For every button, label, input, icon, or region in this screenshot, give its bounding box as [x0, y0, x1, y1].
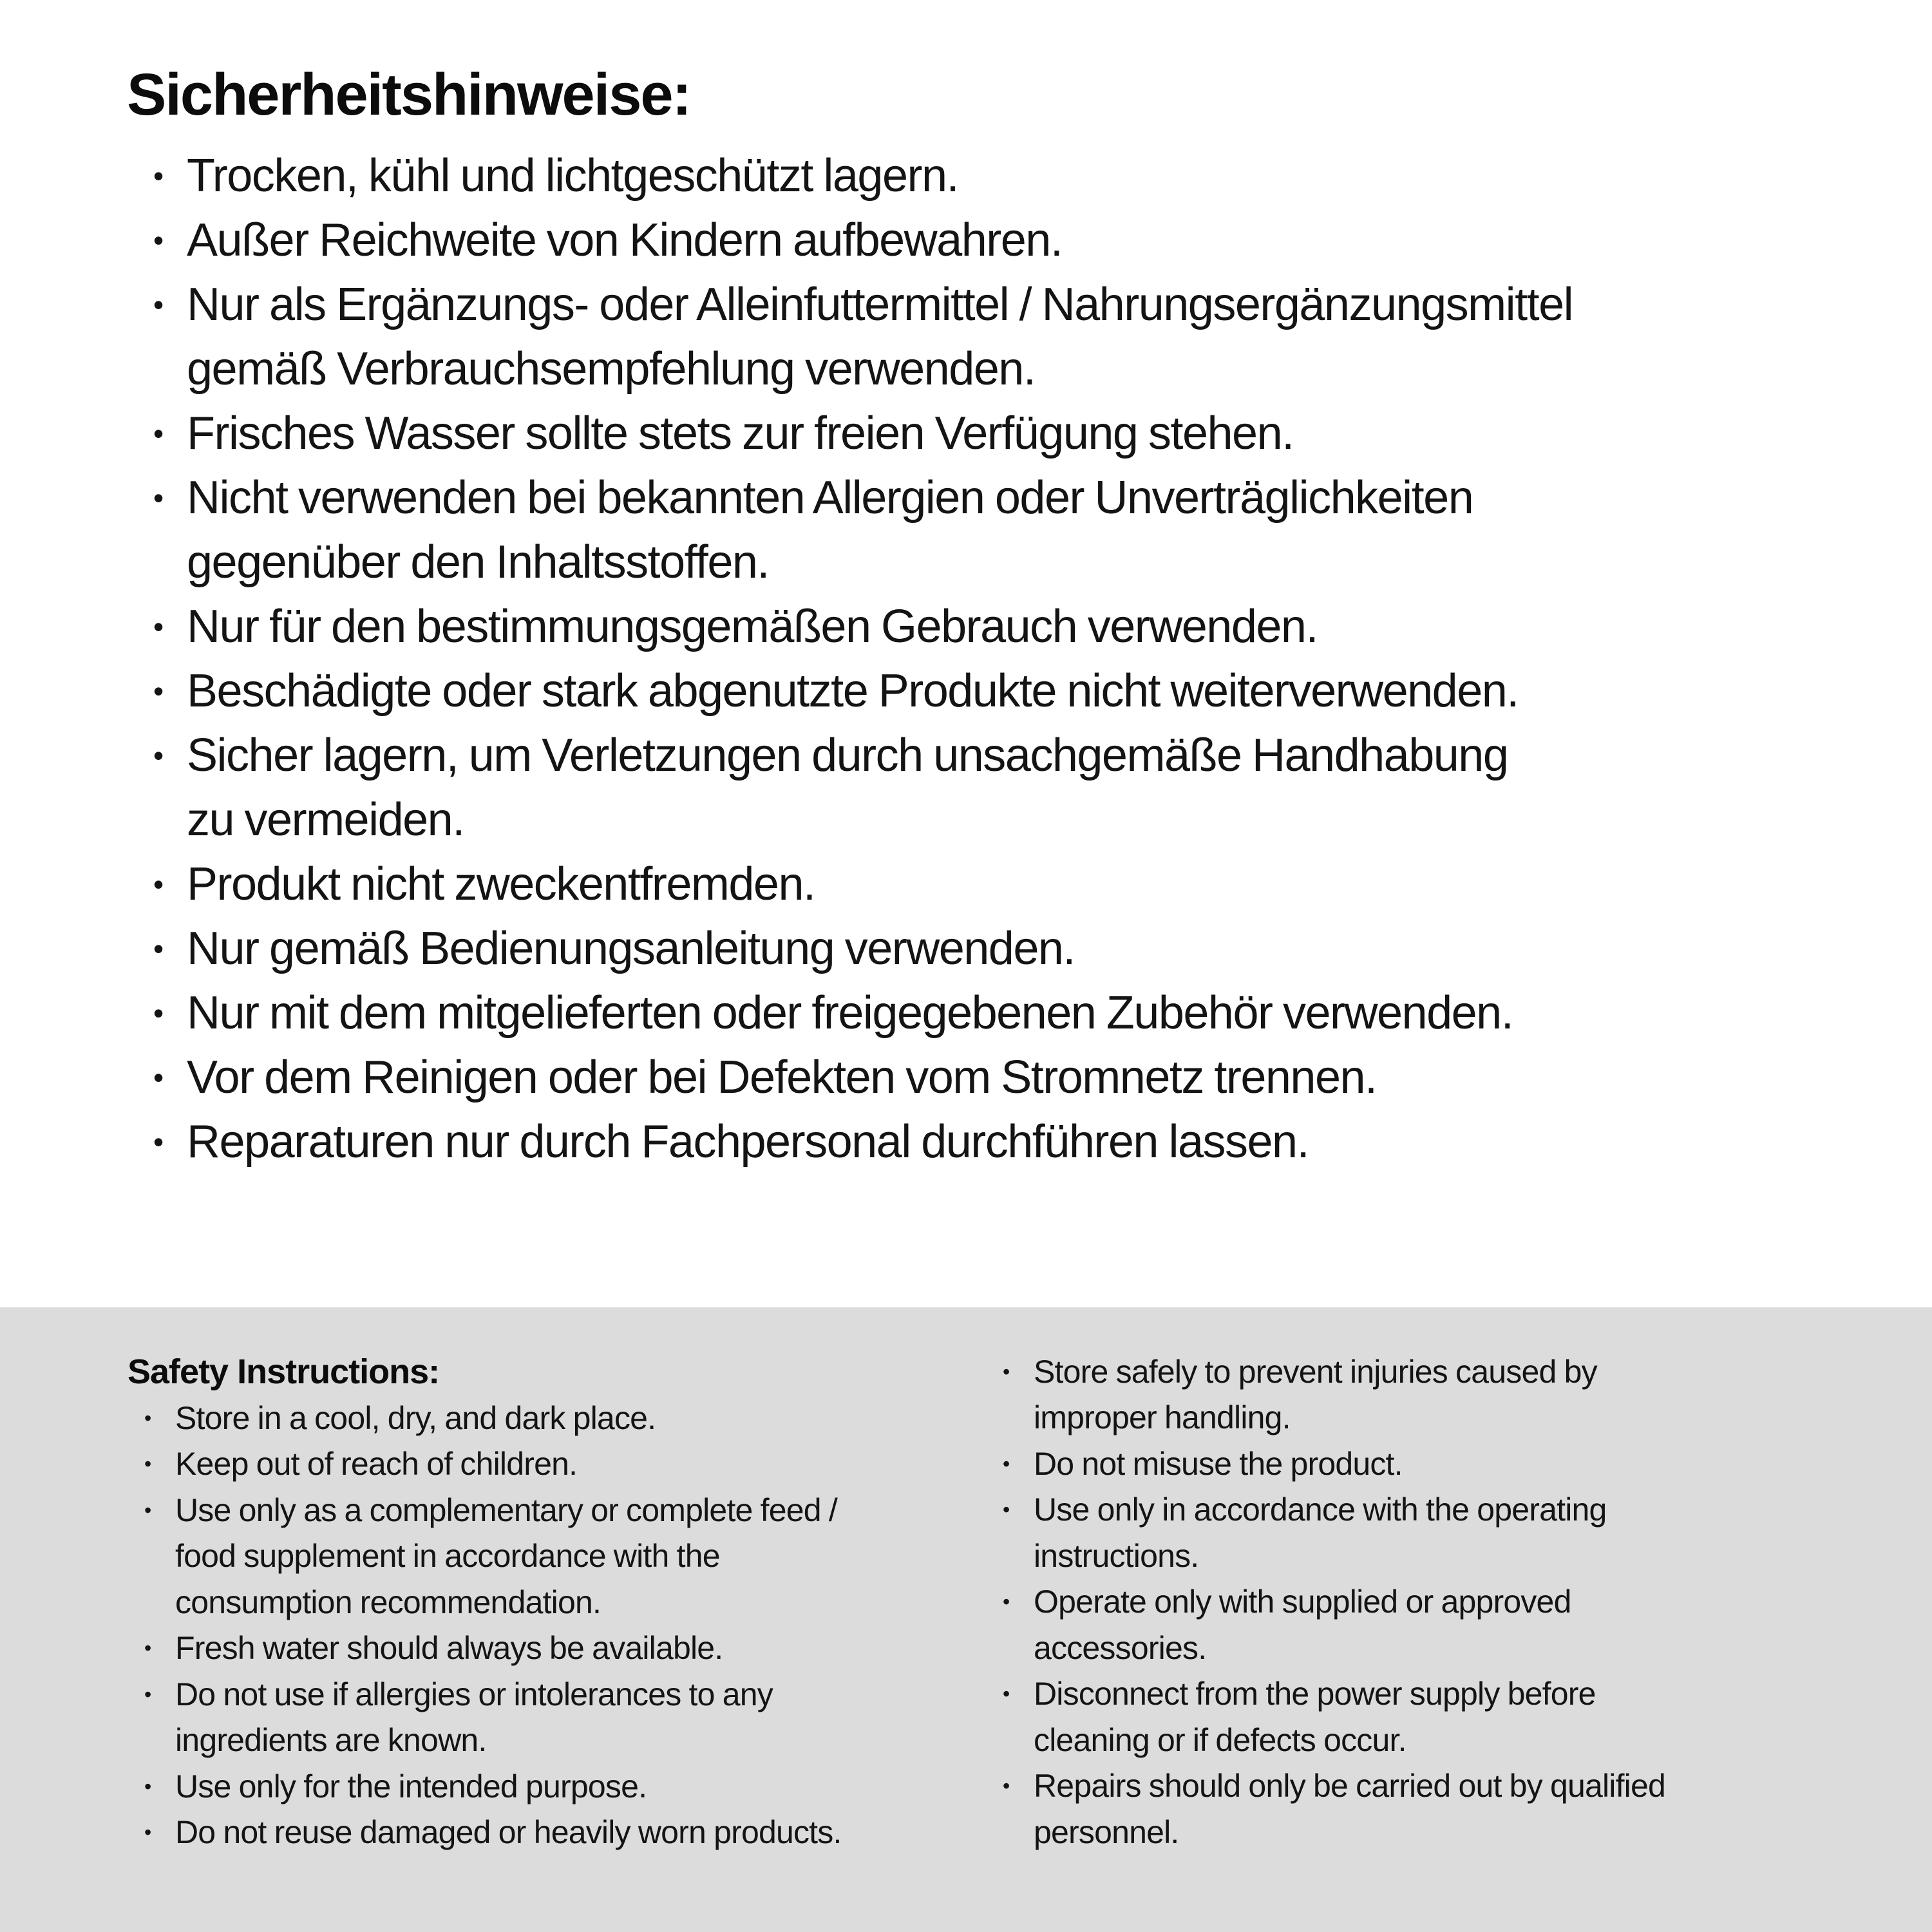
instruction-item	[998, 1441, 1899, 1487]
instruction-line	[139, 1810, 989, 1856]
bullet-icon: •	[153, 867, 163, 901]
instruction-item	[139, 1625, 989, 1672]
instruction-line	[998, 1487, 1899, 1533]
instruction-item	[149, 723, 1850, 852]
bullet-icon: •	[144, 1821, 151, 1844]
bullet-icon: •	[144, 1636, 151, 1660]
instruction-line	[149, 981, 1850, 1045]
bullet-icon: •	[153, 610, 163, 643]
instruction-line	[149, 852, 1850, 916]
bullet-icon: •	[144, 1682, 151, 1706]
instruction-item	[139, 1441, 989, 1488]
instruction-text: gegenüber den Inhaltsstoffen.	[187, 536, 769, 588]
instruction-item	[149, 272, 1850, 401]
instruction-item	[998, 1487, 1899, 1579]
instruction-text: Vor dem Reinigen oder bei Defekten vom Stromnetz trennen.	[187, 1052, 1377, 1103]
instruction-text: Nur gemäß Bedienungsanleitung verwenden.	[187, 923, 1075, 974]
instruction-line	[998, 1763, 1899, 1810]
instruction-line	[998, 1625, 1899, 1671]
instruction-item	[998, 1579, 1899, 1671]
bullet-icon: •	[144, 1406, 151, 1430]
instruction-line	[998, 1717, 1899, 1763]
instruction-text: personnel.	[1034, 1814, 1179, 1850]
instruction-item	[149, 1110, 1850, 1174]
instruction-item	[149, 144, 1850, 208]
instruction-line	[149, 1045, 1850, 1110]
instruction-text: Do not misuse the product.	[1034, 1445, 1403, 1482]
instruction-text: Nur als Ergänzungs- oder Alleinfuttermittel / Nahrungsergänzungsmittel	[187, 279, 1573, 330]
instruction-line	[139, 1718, 989, 1764]
instruction-line	[998, 1809, 1899, 1855]
instruction-text: Frisches Wasser sollte stets zur freien Verfügung stehen.	[187, 408, 1294, 459]
instruction-text: Keep out of reach of children.	[175, 1446, 578, 1482]
instruction-line	[139, 1763, 989, 1810]
instruction-line	[149, 466, 1850, 530]
bullet-icon: •	[144, 1774, 151, 1798]
instruction-line	[149, 659, 1850, 723]
instruction-line	[139, 1487, 989, 1533]
bullet-icon: •	[153, 288, 163, 321]
german-instructions-list	[149, 144, 1850, 1174]
instruction-text: Nur mit dem mitgelieferten oder freigegebenen Zubehör verwenden.	[187, 987, 1513, 1039]
instruction-text: Use only in accordance with the operating	[1034, 1492, 1607, 1528]
instruction-text: Beschädigte oder stark abgenutzte Produkte nicht weiterverwenden.	[187, 665, 1519, 717]
bullet-icon: •	[144, 1452, 151, 1476]
instruction-line	[149, 530, 1850, 594]
instruction-text: instructions.	[1034, 1537, 1199, 1574]
instruction-text: Fresh water should always be available.	[175, 1630, 723, 1667]
bullet-icon: •	[153, 1125, 163, 1159]
instruction-text: cleaning or if defects occur.	[1034, 1721, 1406, 1758]
instruction-text: improper handling.	[1034, 1399, 1291, 1436]
bullet-icon: •	[1003, 1452, 1010, 1475]
bullet-icon: •	[153, 481, 163, 515]
bullet-icon: •	[153, 932, 163, 965]
instruction-text: Disconnect from the power supply before	[1034, 1676, 1596, 1712]
instruction-text: Nicht verwenden bei bekannten Allergien oder Unverträglichkeiten	[187, 472, 1473, 524]
instruction-text: Sicher lagern, um Verletzungen durch unsachgemäße Handhabung	[187, 730, 1508, 781]
instruction-line	[998, 1349, 1899, 1395]
instruction-item	[149, 1045, 1850, 1110]
instruction-line	[998, 1671, 1899, 1718]
instruction-text: Use only as a complementary or complete feed /	[175, 1492, 837, 1528]
instruction-item	[149, 659, 1850, 723]
instruction-item	[149, 208, 1850, 272]
english-section	[0, 1307, 1932, 1932]
instruction-line	[139, 1671, 989, 1718]
bullet-icon: •	[153, 739, 163, 772]
instruction-item	[149, 466, 1850, 594]
instruction-text: Store safely to prevent injuries caused by	[1034, 1353, 1597, 1390]
instruction-item	[139, 1671, 989, 1763]
instruction-text: Do not use if allergies or intolerances to any	[175, 1676, 773, 1712]
instruction-text: Repairs should only be carried out by qualified	[1034, 1768, 1666, 1804]
instruction-item	[149, 981, 1850, 1045]
bullet-icon: •	[1003, 1498, 1010, 1522]
instruction-text: consumption recommendation.	[175, 1584, 601, 1620]
bullet-icon: •	[153, 996, 163, 1030]
instruction-line	[149, 401, 1850, 466]
instruction-item	[998, 1349, 1899, 1441]
bullet-icon: •	[1003, 1682, 1010, 1706]
german-heading: Sicherheitshinweise:	[127, 62, 691, 128]
bullet-icon: •	[153, 674, 163, 708]
bullet-icon: •	[1003, 1774, 1010, 1798]
instruction-line	[149, 272, 1850, 337]
instruction-item	[139, 1763, 989, 1810]
instruction-line	[149, 144, 1850, 208]
instruction-text: Außer Reichweite von Kindern aufbewahren.	[187, 214, 1063, 266]
instruction-text: Use only for the intended purpose.	[175, 1768, 647, 1804]
instruction-text: food supplement in accordance with the	[175, 1538, 720, 1575]
english-heading: Safety Instructions:	[128, 1352, 440, 1391]
instruction-item	[139, 1395, 989, 1441]
bullet-icon: •	[1003, 1359, 1010, 1383]
instruction-text: Trocken, kühl und lichtgeschützt lagern.	[187, 150, 959, 202]
instruction-text: Reparaturen nur durch Fachpersonal durchführen lassen.	[187, 1116, 1309, 1168]
instruction-line	[149, 723, 1850, 788]
instruction-item	[149, 916, 1850, 981]
instruction-item	[139, 1810, 989, 1856]
instruction-line	[139, 1395, 989, 1441]
instruction-line	[139, 1441, 989, 1488]
instruction-line	[149, 788, 1850, 852]
bullet-icon: •	[1003, 1590, 1010, 1614]
instruction-text: zu vermeiden.	[187, 794, 464, 846]
bullet-icon: •	[153, 223, 163, 257]
instruction-item	[149, 594, 1850, 659]
instruction-line	[139, 1579, 989, 1625]
instruction-line	[139, 1533, 989, 1580]
instruction-line	[998, 1395, 1899, 1441]
instruction-item	[998, 1671, 1899, 1763]
instruction-item	[149, 852, 1850, 916]
english-instructions-list-left	[139, 1395, 989, 1855]
instruction-line	[149, 208, 1850, 272]
instruction-text: ingredients are known.	[175, 1722, 487, 1759]
instruction-item	[139, 1487, 989, 1625]
bullet-icon: •	[153, 417, 163, 450]
instruction-line	[149, 337, 1850, 401]
instruction-line	[998, 1533, 1899, 1579]
instruction-line	[998, 1441, 1899, 1487]
bullet-icon: •	[153, 159, 163, 193]
instruction-item	[149, 401, 1850, 466]
english-instructions-list-right	[998, 1349, 1899, 1855]
instruction-text: accessories.	[1034, 1629, 1207, 1666]
instruction-text: Store in a cool, dry, and dark place.	[175, 1399, 656, 1436]
instruction-item	[998, 1763, 1899, 1855]
instruction-text: Produkt nicht zweckentfremden.	[187, 858, 815, 910]
instruction-line	[149, 916, 1850, 981]
bullet-icon: •	[153, 1061, 163, 1094]
instruction-line	[998, 1579, 1899, 1625]
instruction-text: Operate only with supplied or approved	[1034, 1584, 1571, 1620]
bullet-icon: •	[144, 1498, 151, 1522]
instruction-text: Nur für den bestimmungsgemäßen Gebrauch verwenden.	[187, 601, 1318, 652]
instruction-line	[149, 594, 1850, 659]
instruction-text: Do not reuse damaged or heavily worn products.	[175, 1814, 842, 1851]
instruction-line	[149, 1110, 1850, 1174]
instruction-text: gemäß Verbrauchsempfehlung verwenden.	[187, 343, 1036, 395]
instruction-line	[139, 1625, 989, 1672]
